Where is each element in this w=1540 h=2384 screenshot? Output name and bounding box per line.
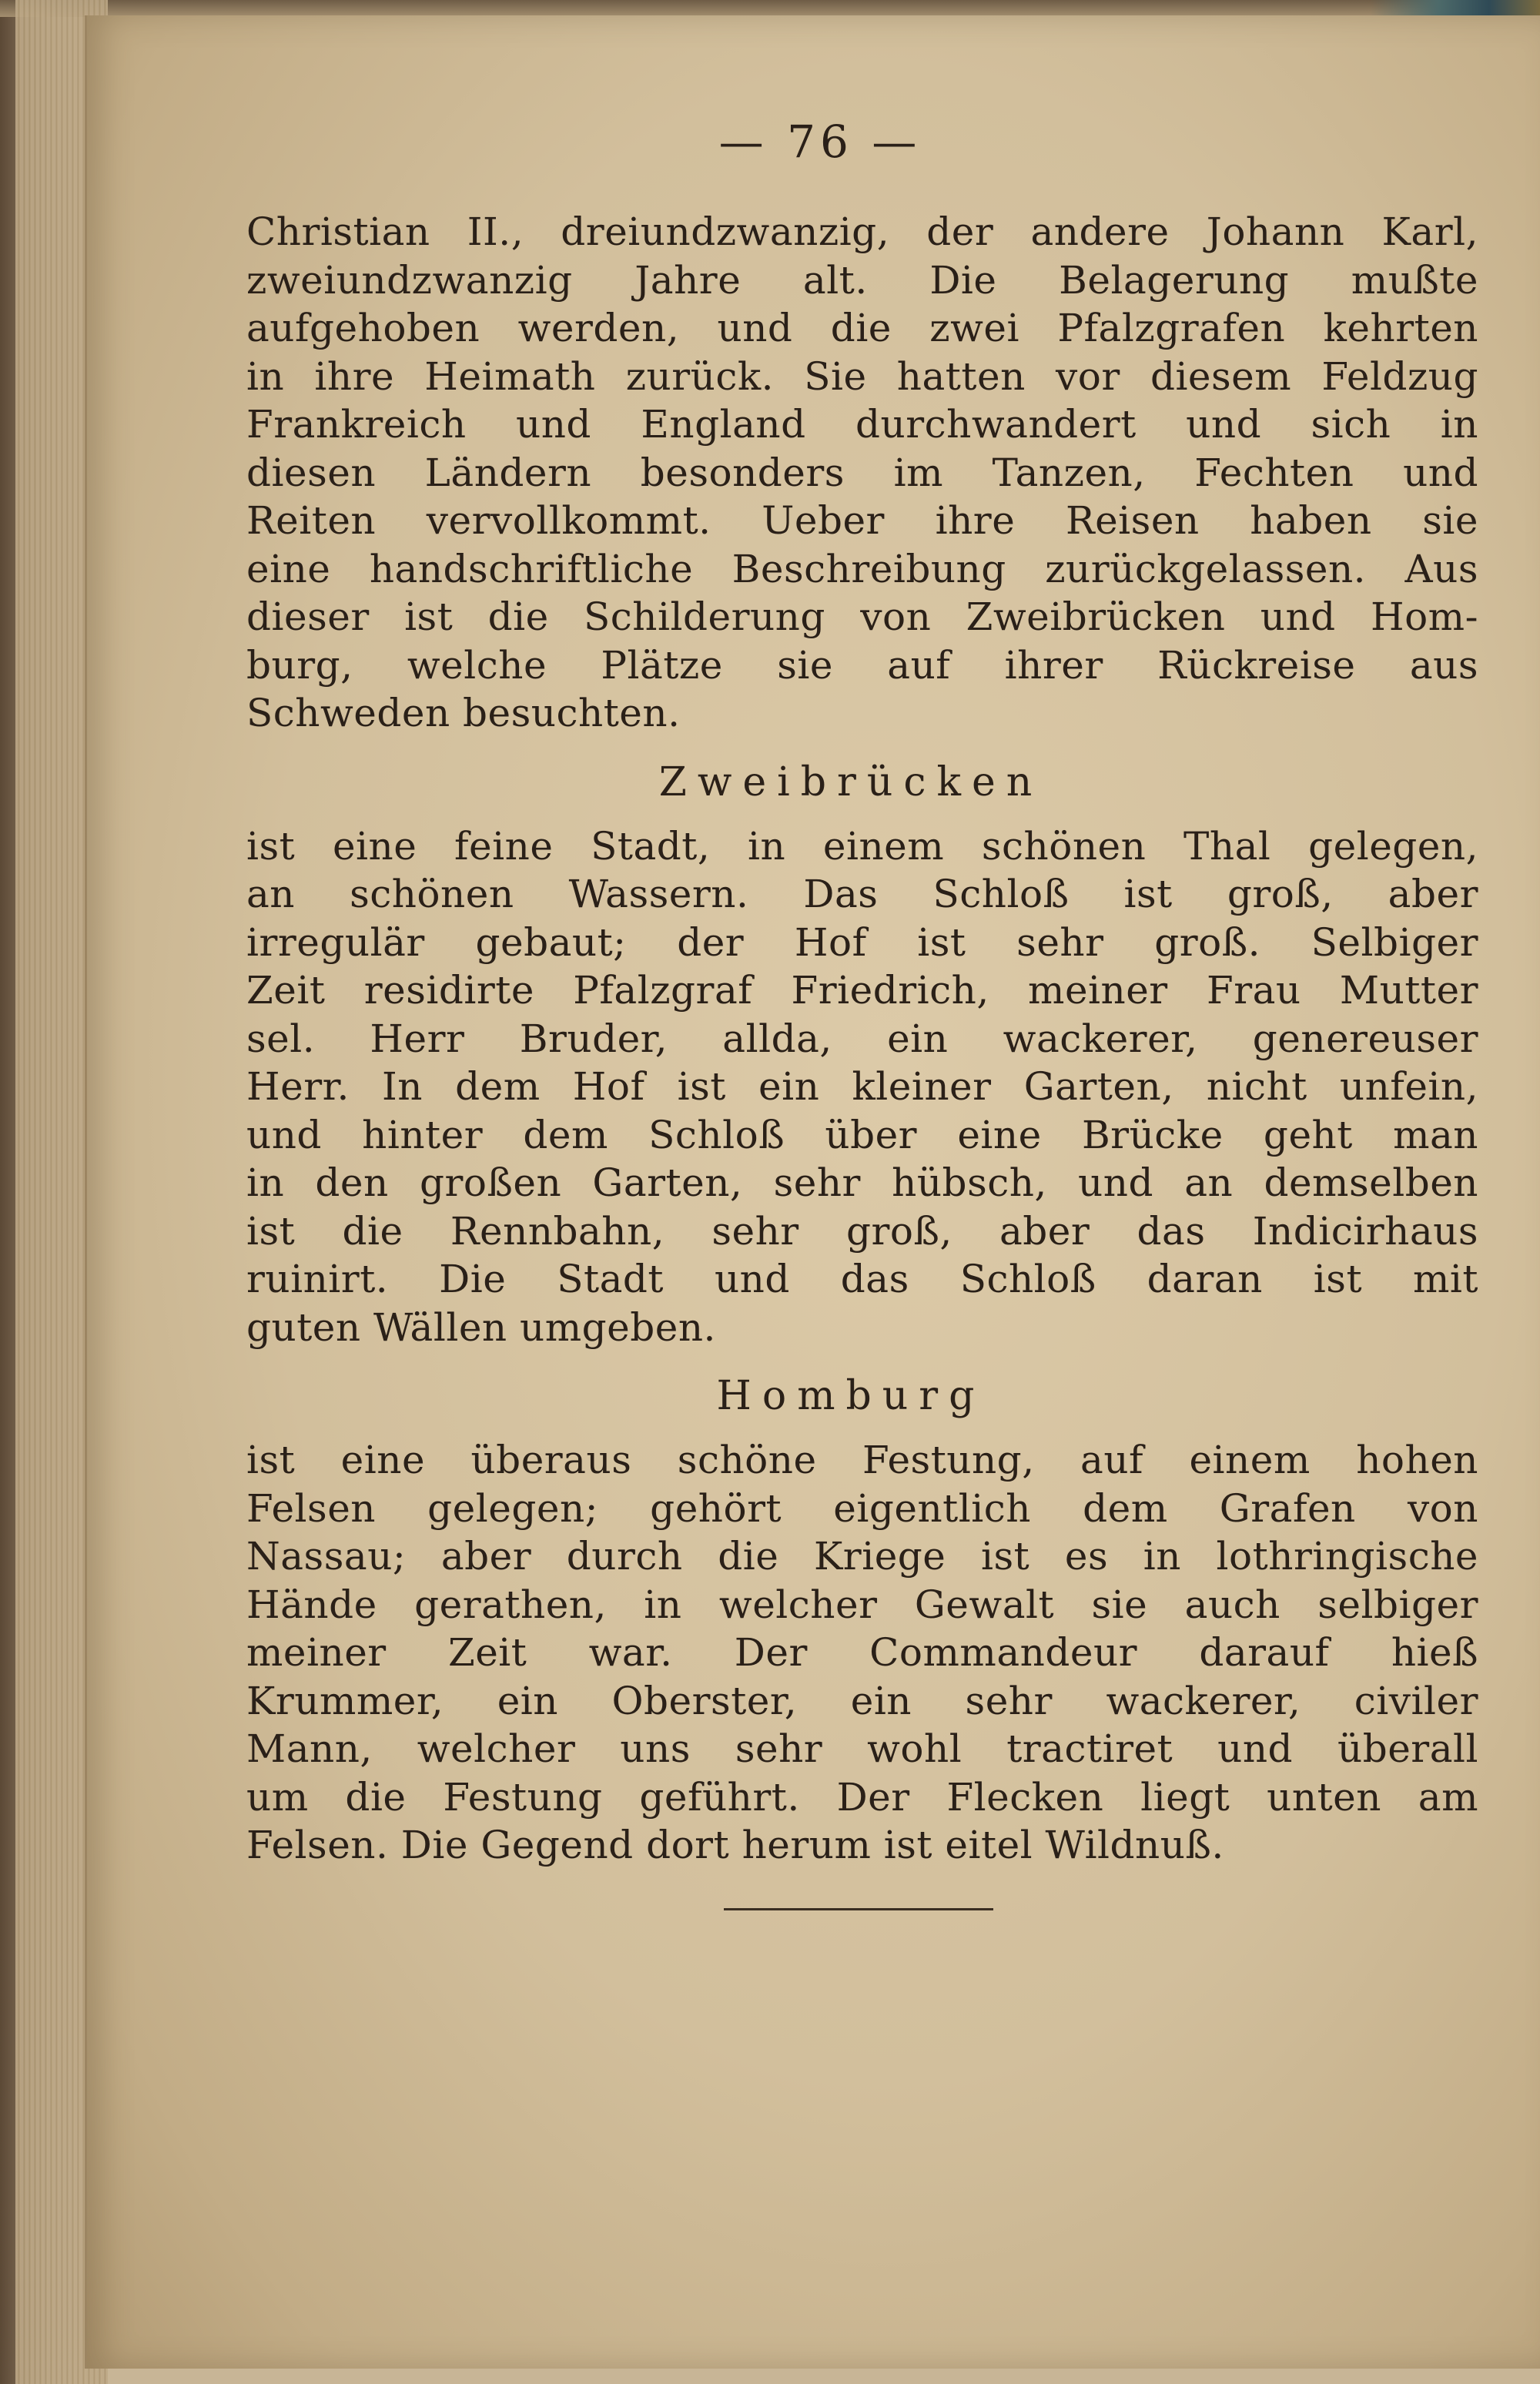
text-line: und hinter dem Schloß über eine Brücke geht man [246,1112,1478,1157]
text-line: an schönen Wassern. Das Schloß ist groß, aber [246,872,1478,916]
text-line: Herr. In dem Hof ist ein kleiner Garten, nicht unfein, [246,1064,1478,1109]
text-line: Christian II., dreiundzwanzig, der andere Johann Karl, [246,209,1478,254]
text-line: aufgehoben werden, und die zwei Pfalzgrafen kehrten [246,306,1478,350]
text-line: zweiundzwanzig Jahre alt. Die Belagerung mußte [246,257,1478,303]
text-line: dieser ist die Schilderung von Zweibrücken und Hom- [246,594,1478,639]
text-line: Krummer, ein Oberster, ein sehr wackerer, civiler [246,1678,1478,1723]
text-line: irregulär gebaut; der Hof ist sehr groß. Selbiger [246,919,1478,965]
section-heading-homburg: Homburg [716,1373,986,1419]
text-line: ruinirt. Die Stadt und das Schloß daran ist mit [246,1257,1478,1301]
text-line: Mann, welcher uns sehr wohl tractiret und überall [246,1726,1478,1771]
text-line: Felsen gelegen; gehört eigentlich dem Grafen von [246,1485,1478,1531]
page-text-block [246,116,1478,1910]
text-line: Hände gerathen, in welcher Gewalt sie auch selbiger [246,1582,1478,1627]
text-line: Zeit residirte Pfalzgraf Friedrich, meiner Frau Mutter [246,968,1478,1013]
text-line: um die Festung geführt. Der Flecken liegt unten am [246,1774,1478,1820]
intro-paragraph [246,208,1478,738]
text-line: Reiten vervollkommt. Ueber ihre Reisen haben sie [246,498,1478,543]
text-line: Frankreich und England durchwandert und sich in [246,402,1478,447]
book-top-edge [0,0,1540,17]
text-line: Schweden besuchten. [246,691,681,735]
text-line: diesen Ländern besonders im Tanzen, Fechten und [246,450,1478,495]
text-line: guten Wällen umgeben. [246,1304,716,1350]
text-line: eine handschriftliche Beschreibung zurückgelassen. Aus [246,546,1478,591]
text-line: meiner Zeit war. Der Commandeur darauf hieß [246,1630,1478,1675]
section-heading-zweibruecken: Zweibrücken [658,758,1043,805]
text-line: sel. Herr Bruder, allda, ein wackerer, genereuser [246,1016,1478,1061]
text-line: ist die Rennbahn, sehr groß, aber das Indicirhaus [246,1208,1478,1254]
text-line: ist eine überaus schöne Festung, auf einem hohen [246,1438,1478,1482]
text-line: burg, welche Plätze sie auf ihrer Rückreise aus [246,642,1478,688]
text-line: in ihre Heimath zurück. Sie hatten vor diesem Feldzug [246,353,1478,399]
text-line: in den großen Garten, sehr hübsch, und an demselben [246,1160,1478,1205]
text-line: Felsen. Die Gegend dort herum ist eitel Wildnuß. [246,1823,1224,1867]
end-rule [724,1908,993,1910]
zweibruecken-paragraph [246,822,1478,1352]
homburg-paragraph [246,1436,1478,1870]
text-line: ist eine feine Stadt, in einem schönen Thal gelegen, [246,823,1478,869]
text-line: Nassau; aber durch die Kriege ist es in lothringische [246,1534,1478,1579]
page-number: — 76 — [718,116,922,168]
